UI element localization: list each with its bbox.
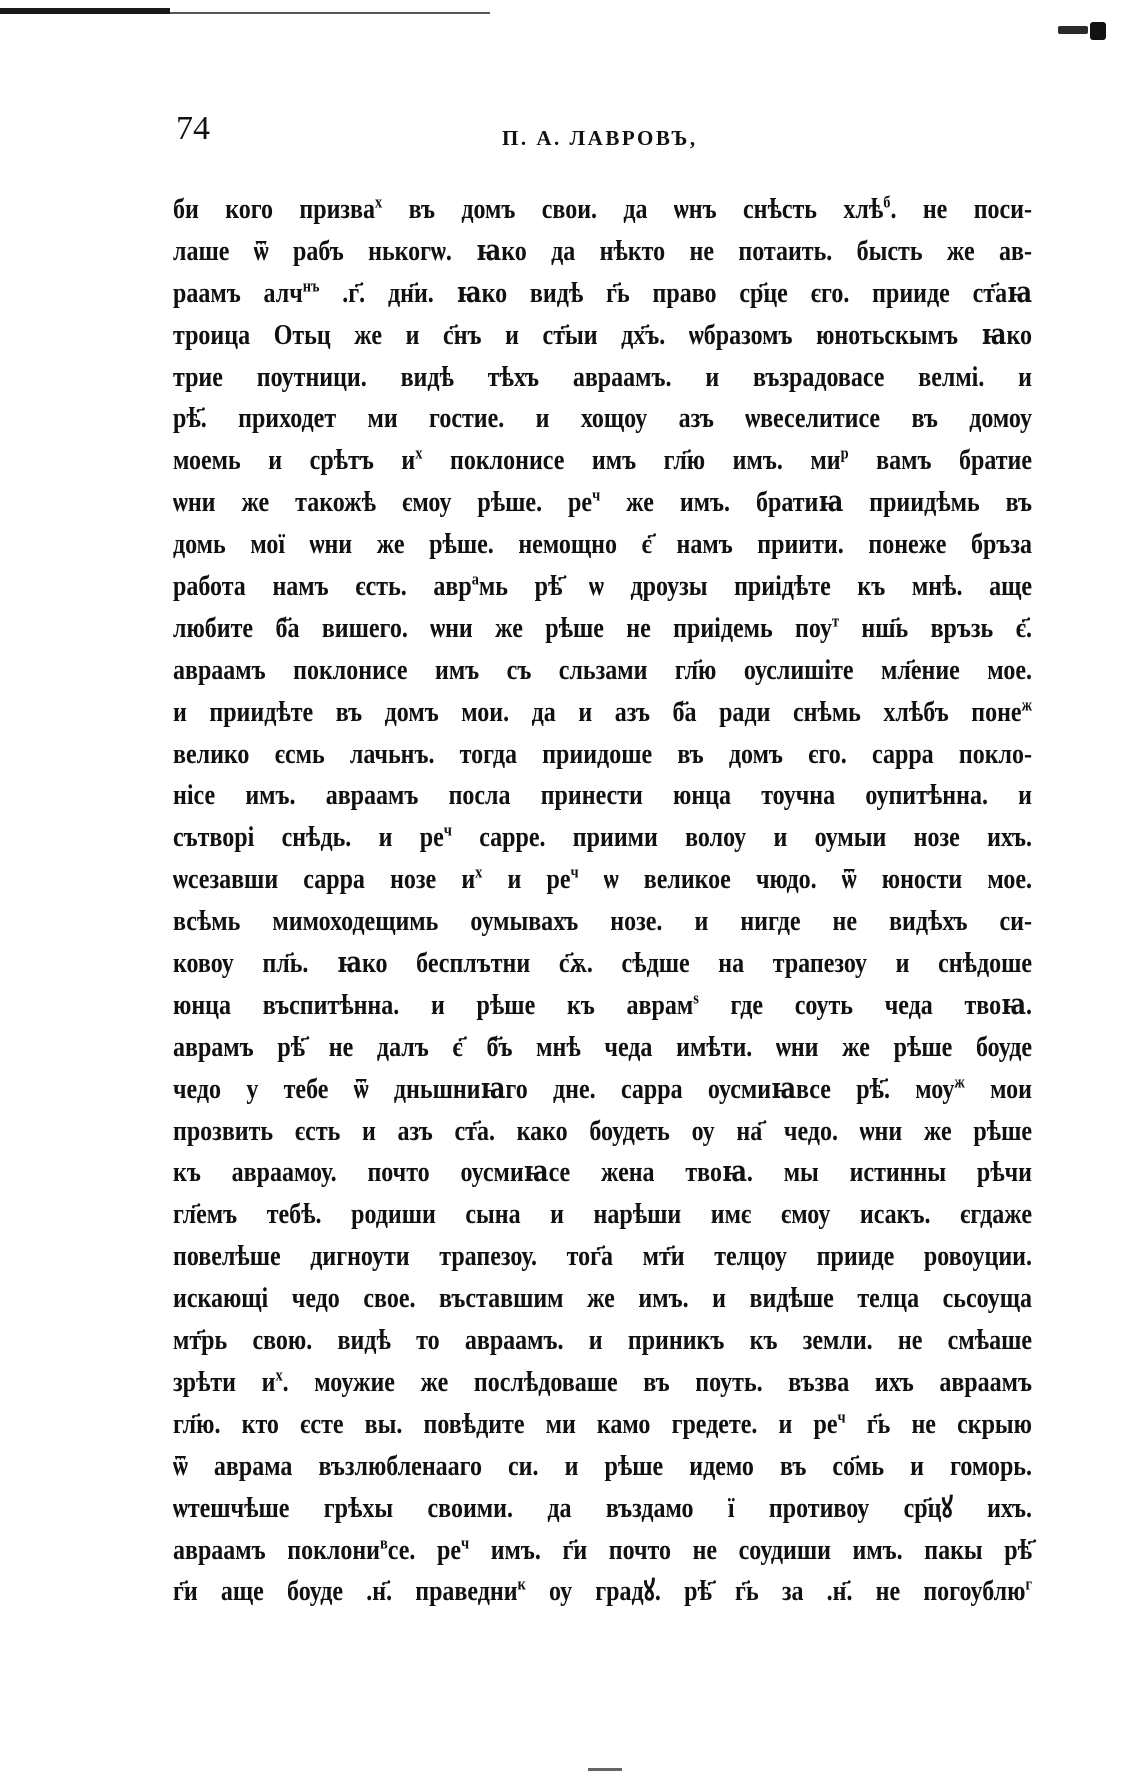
text-run: ѡ великое чюдо. ѿ юности мое. (578, 864, 1033, 896)
text-run: мь рѣ҃ ѡ дроузы приідѣте къ мнѣ. аще (478, 570, 1033, 603)
text-run: ѿ аврама възлюбленааго си. и рѣше идемо въ со҃мь и гоморь. (173, 1450, 1032, 1482)
superscript-letter: а (471, 570, 479, 590)
text-run: мт҃рь свою. видѣ то авраамъ. и приникъ къ земли. не смѣаше (173, 1324, 1032, 1357)
superscript-letter: ч (592, 486, 601, 506)
superscript-letter: ж (954, 1072, 965, 1092)
text-run: би кого призва (173, 193, 376, 225)
text-run: вамъ братие (848, 445, 1033, 477)
text-run: аврамъ рѣ҃ не далъ є҃ б҃ъ мнѣ чеда имѣти. ѡни же рѣше боуде (173, 1031, 1032, 1063)
superscript-letter: ч (570, 863, 579, 883)
text-run: къ авраамоу. почто оусмиꙗсе жена твоꙗ. мы истинны рѣчи (173, 1157, 1032, 1189)
scan-artifact-bottom (588, 1768, 622, 1771)
text-run: . не поси- (890, 193, 1032, 225)
superscript-letter: ч (443, 821, 452, 841)
text-line (173, 1568, 1032, 1618)
superscript-letter: ч (837, 1407, 846, 1428)
text-run: .г҃. дн҃и. ꙗко видѣ г҃ь право ср҃це єго. прииде ст҃аꙗ (319, 277, 1033, 309)
superscript-letter: х (275, 1365, 283, 1386)
superscript-letter: в (380, 1533, 388, 1553)
superscript-letter: ч (460, 1533, 470, 1553)
text-run: трие поутници. видѣ тѣхъ авраамъ. и възрадовасе велмі. и (173, 361, 1032, 393)
text-run: ѡсезавши сарра нозе и (173, 864, 476, 896)
superscript-letter: т (831, 611, 840, 632)
scan-artifact-top-line (170, 12, 490, 14)
superscript-letter: х (375, 193, 383, 213)
text-run: г҃ь не скрыю (845, 1408, 1032, 1440)
text-run: сътворі снѣдь. и ре (173, 822, 444, 854)
text-run: оу градꙋ. рѣ҃ г҃ь за .н҃. не погоублю (525, 1576, 1026, 1608)
text-run: же имъ. братиꙗ приидѣмь въ (600, 487, 1032, 519)
text-run: повелѣше дигноути трапезоу. тог҃а мт҃и телцоу прииде ровоуции. (173, 1241, 1032, 1273)
text-run: юнца въспитѣнна. и рѣше къ аврам (173, 989, 694, 1021)
text-run: нісе имъ. авраамъ посла принести юнца тоучна оупитѣнна. и (173, 780, 1032, 812)
text-run: ѡтешчѣше грѣхы своими. да въздамо ї противоу ср҃цꙋ ихъ. (173, 1492, 1032, 1524)
running-head: П. А. ЛАВРОВЪ, (502, 126, 698, 150)
superscript-letter: ж (1021, 695, 1032, 715)
text-run: ѡни же такожѣ ємоу рѣше. ре (173, 487, 593, 519)
text-run: зрѣти и (173, 1366, 276, 1398)
text-run: авраамъ поклонисе имъ съ сльзами гл҃ю оуслишіте мл҃ение мое. (173, 654, 1032, 686)
text-run: нш҃ь връзь є҃. (839, 612, 1032, 644)
text-run: домь мої ѡни же рѣше. немощно є҃ намъ приити. понеже бръза (173, 528, 1032, 561)
text-run: всѣмь мимоходещимь оумывахъ нозе. и нигде не видѣхъ си- (173, 905, 1032, 938)
text-run: раамъ алч (173, 277, 303, 309)
text-run: гл҃ю. кто єсте вы. повѣдите ми камо гредете. и ре (173, 1408, 838, 1440)
superscript-letter: нъ (302, 276, 320, 297)
text-run: авраамъ поклони (173, 1534, 381, 1566)
superscript-letter: р (840, 444, 849, 464)
scan-artifact-top-right (1058, 26, 1088, 34)
text-run: сарре. приими волоу и оумыи нозе ихъ. (451, 822, 1032, 854)
page-number: 74 (176, 110, 210, 147)
superscript-letter: ѕ (693, 988, 699, 1009)
text-run: и ре (482, 864, 571, 896)
superscript-letter: к (517, 1575, 526, 1595)
text-run: въ домъ свои. да ѡнъ снѣсть хлѣ (382, 193, 884, 225)
text-run: велико єсмь лачьнъ. тогда приидоше въ домъ єго. сарра покло- (173, 738, 1032, 770)
text-run: искающі чедо свое. въставшим же имъ. и видѣше телца сьсоуща (173, 1282, 1032, 1315)
text-run: где соуть чеда твоꙗ. (698, 989, 1032, 1021)
text-run: се. ре (387, 1534, 461, 1566)
text-run: рѣ҃. приходет ми гостие. и хощоу азъ ѡвеселитисе въ домоу (173, 403, 1032, 435)
superscript-letter: х (415, 444, 423, 464)
text-run: прозвить єсть и азъ ст҃а. како боудеть оу на҃ чедо. ѡни же рѣше (173, 1115, 1032, 1147)
body-text (173, 190, 1032, 1614)
text-run: г҃и аще боуде .н҃. праведни (173, 1576, 518, 1608)
text-run: любите б҃а вишего. ѡни же рѣше не приідемь поу (173, 612, 832, 644)
text-run: лаше ѿ рабъ нькогѡ. ꙗко да нѣкто не потаить. бысть же ав- (173, 235, 1032, 267)
text-run: моемь и срѣтъ и (173, 445, 416, 477)
text-run: и приидѣте въ домъ мои. да и азъ б҃а ради снѣмь хлѣбъ поне (173, 696, 1022, 728)
text-run: ковоу пл҃ь. ꙗко бесплътни с҃ѫ. сѣдше на трапезоу и снѣдоше (173, 947, 1032, 980)
scan-artifact-top-right-blot (1090, 22, 1106, 40)
text-run: чедо у тебе ѿ дньшниꙗго дне. сарра оусмиꙗвсе рѣ҃. моу (173, 1073, 955, 1105)
text-run: поклонисе имъ гл҃ю имъ. ми (422, 445, 841, 477)
scan-artifact-top-bar (0, 8, 170, 14)
text-run: гл҃емъ тебѣ. родиши сына и нарѣши имє ємоу исакъ. єгдаже (173, 1199, 1032, 1231)
text-run: . моужие же послѣдоваше въ поуть. възва ихъ авраамъ (282, 1366, 1032, 1398)
text-run: работа намъ єсть. авр (173, 570, 472, 603)
text-run: имъ. г҃и почто не соудиши имъ. пакы рѣ҃ (469, 1534, 1032, 1566)
superscript-letter: г (1025, 1575, 1032, 1595)
text-run: мои (964, 1073, 1033, 1105)
superscript-letter: б (883, 193, 891, 213)
superscript-letter: х (475, 863, 483, 883)
text-run: троица Отьц же и с҃нъ и ст҃ыи дх҃ъ. ѡбразомъ юнотьскымъ ꙗко (173, 319, 1032, 351)
